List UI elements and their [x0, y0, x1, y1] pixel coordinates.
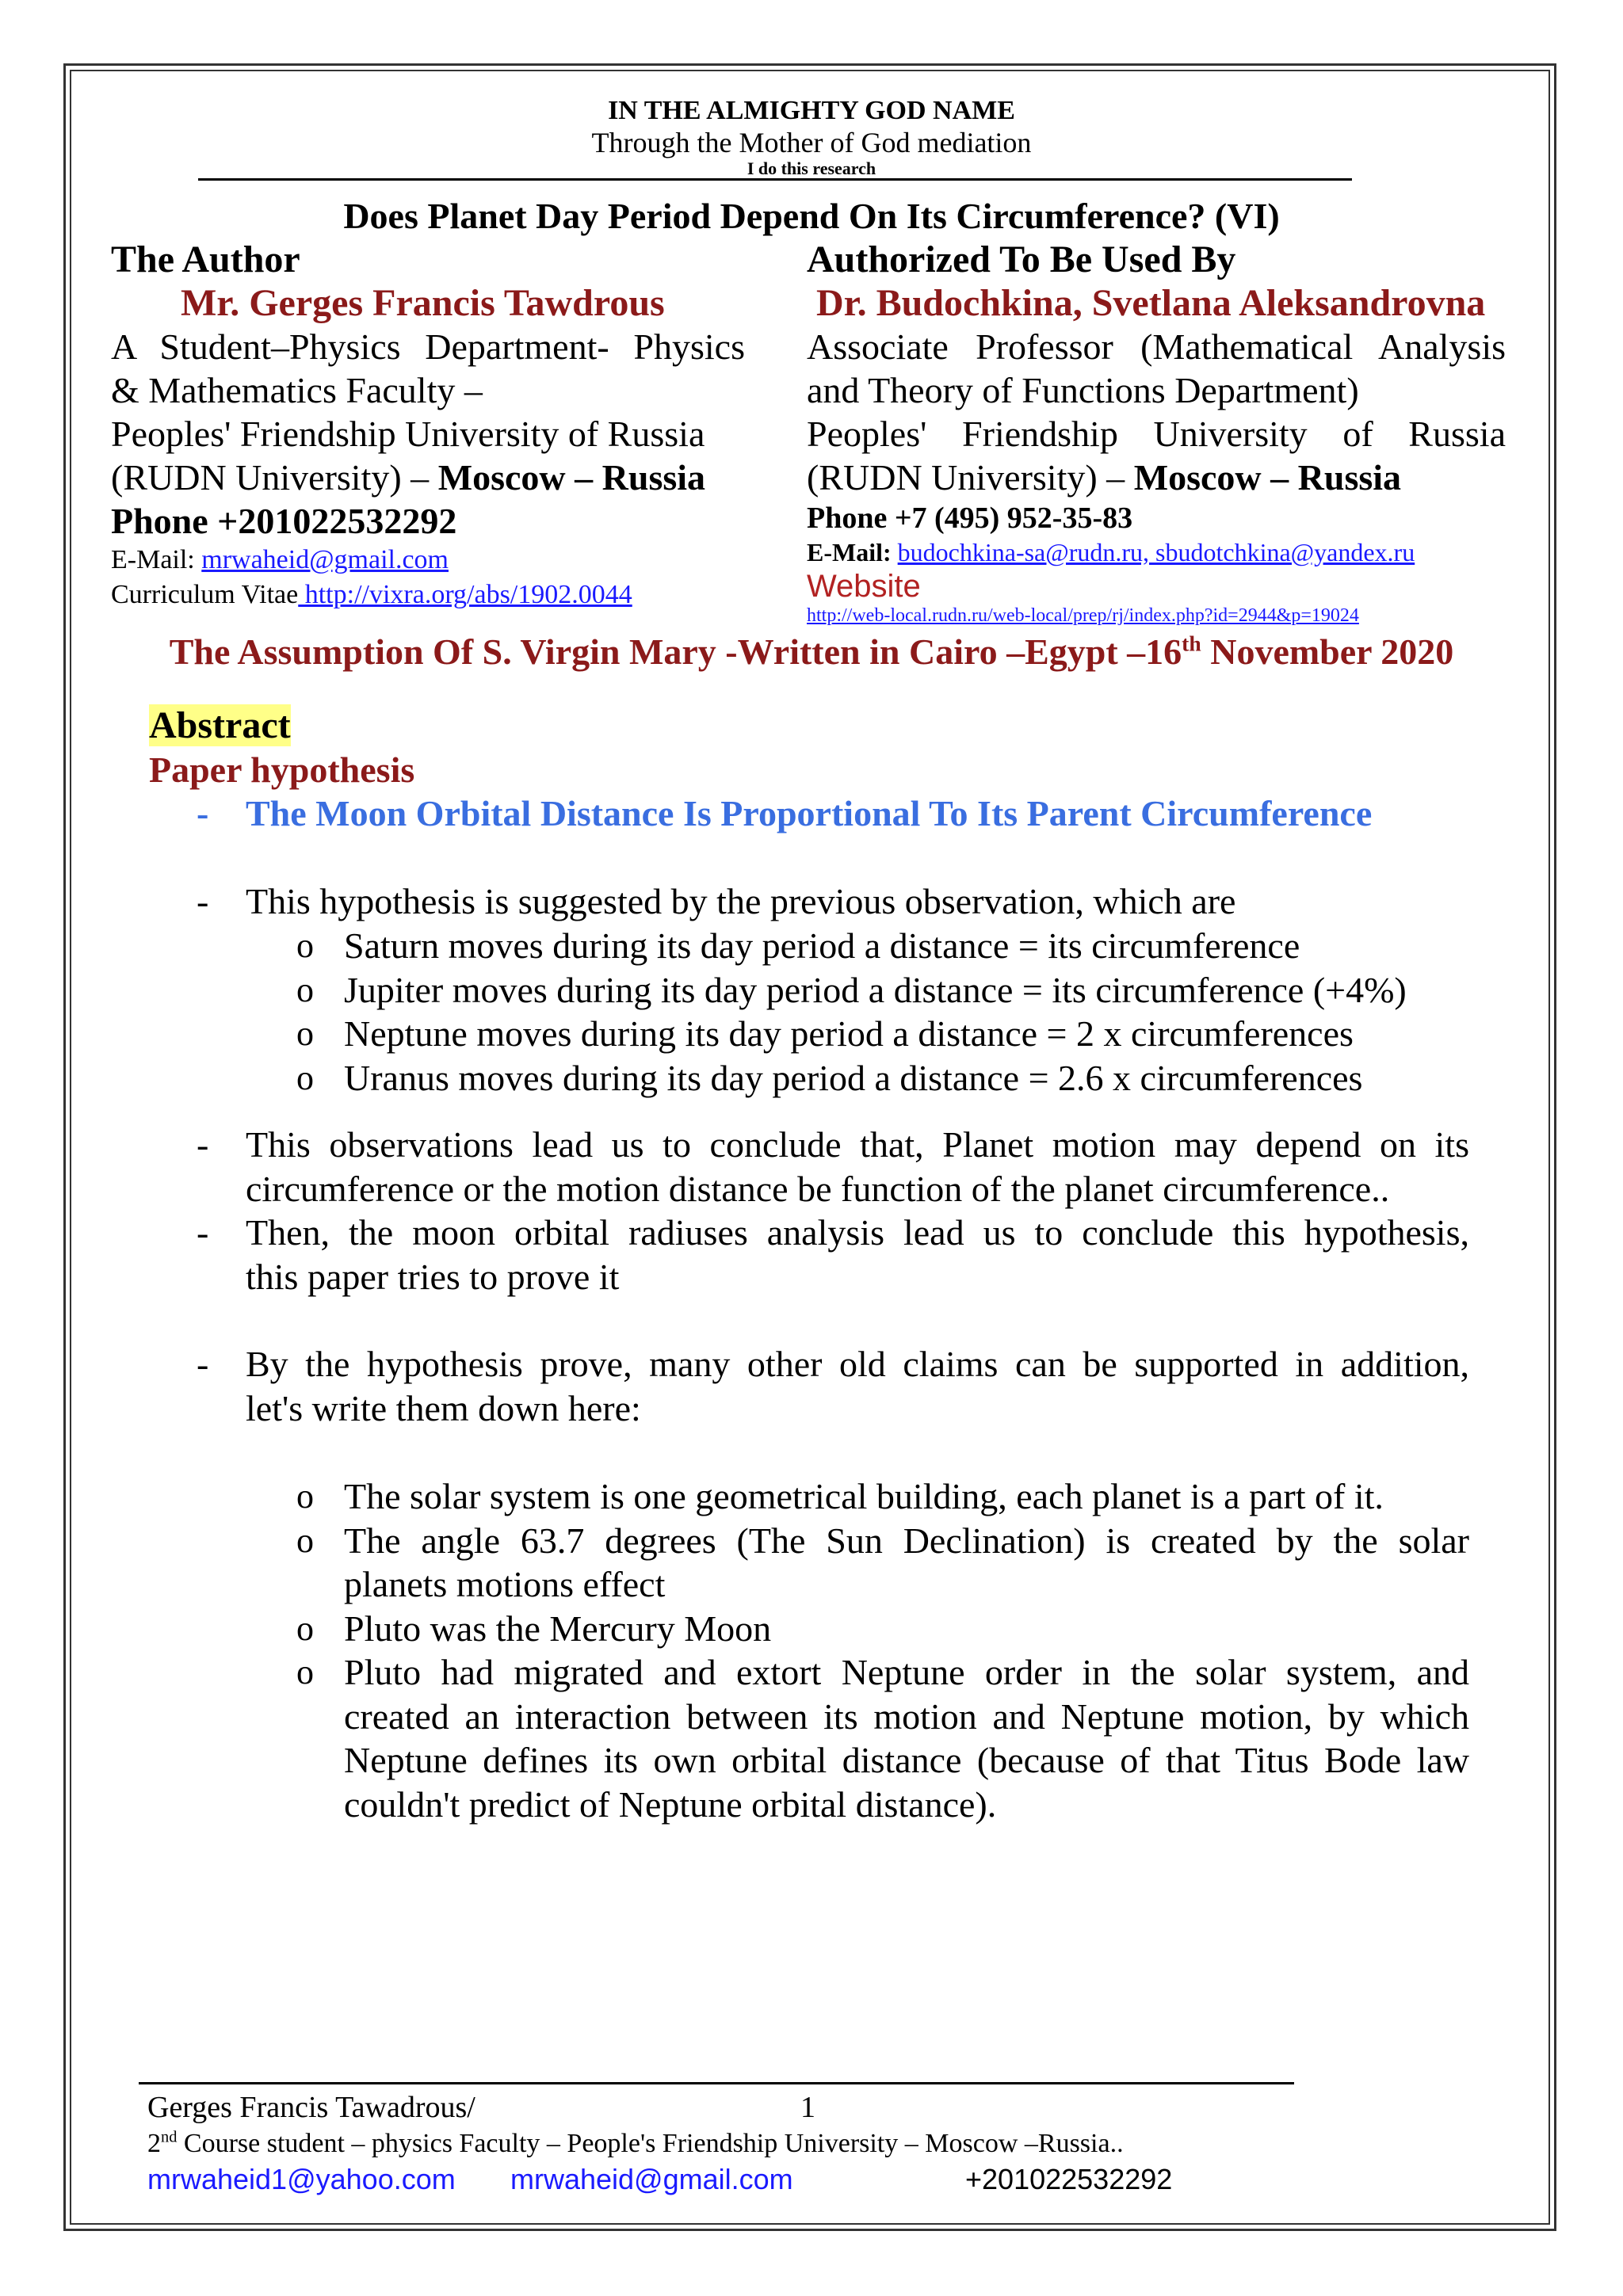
header-line-2: Through the Mother of God mediation [591, 127, 1032, 158]
authorized-website-label: Website [807, 569, 921, 604]
author-desc-2: & Mathematics Faculty – [111, 370, 483, 410]
authorized-desc-3: Peoples' Friendship University of Russia [807, 414, 1506, 454]
footer-author: Gerges Francis Tawadrous/ [147, 2091, 475, 2124]
claim-bullet-2: o [296, 1521, 314, 1560]
p4-text: By the hypothesis prove, many other old claims can be supported in addition, let's write them down here: [246, 1344, 1469, 1428]
claim-1: The solar system is one geometrical building, each planet is a part of it. [344, 1476, 1384, 1516]
authorized-desc-2: and Theory of Functions Department) [807, 370, 1359, 410]
claim-2-line-1: The angle 63.7 degrees (The Sun Declination) is created by the solar [344, 1520, 1469, 1561]
footer-phone: +201022532292 [965, 2163, 1173, 2195]
abstract-subheading: Paper hypothesis [149, 749, 415, 790]
author-heading: The Author [111, 238, 300, 280]
claim-4-line-3: Neptune defines its own orbital distance (because of that Titus Bode law [344, 1740, 1469, 1780]
claim-bullet-3: o [296, 1609, 314, 1648]
dateline: The Assumption Of S. Virgin Mary -Written in Cairo –Egypt –16th November 2020 [169, 631, 1454, 672]
authorized-desc-1: Associate Professor (Mathematical Analysis [807, 326, 1506, 367]
abstract-heading: Abstract [149, 704, 291, 746]
author-phone: Phone +201022532292 [111, 501, 457, 541]
authorized-desc-4: (RUDN University) – Moscow – Russia [807, 457, 1402, 498]
footer-email-2[interactable]: mrwaheid@gmail.com [510, 2163, 793, 2195]
author-name: Mr. Gerges Francis Tawdrous [181, 282, 665, 324]
claim-2-line-2: planets motions effect [344, 1564, 666, 1604]
p4-dash: - [197, 1344, 209, 1384]
p3-text: Then, the moon orbital radiuses analysis lead us to conclude this hypothesis, this paper tries to prove it [246, 1212, 1469, 1297]
claim-4-line-4: couldn't predict of Neptune orbital distance). [344, 1783, 997, 1825]
author-cv-row: Curriculum Vitae http://vixra.org/abs/1902.0044 [111, 580, 632, 609]
hypothesis-text: The Moon Orbital Distance Is Proportional To Its Parent Circumference [246, 793, 1373, 833]
claim-3: Pluto was the Mercury Moon [344, 1608, 772, 1649]
claim-bullet-1: o [296, 1477, 314, 1516]
claim-4-line-1: Pluto had migrated and extort Neptune order in the solar system, and [344, 1652, 1469, 1692]
authorized-heading: Authorized To Be Used By [807, 238, 1236, 280]
obs-bullet-4: o [296, 1058, 314, 1097]
p3-dash: - [197, 1212, 209, 1253]
p2-text: This observations lead us to conclude that, Planet motion may depend on its circumference or the motion distance be function of the planet circumference.. [246, 1124, 1469, 1209]
obs-item-1: Saturn moves during its day period a distance = its circumference [344, 925, 1300, 966]
header-rule [198, 178, 1352, 181]
obs-bullet-2: o [296, 970, 314, 1009]
claim-bullet-4: o [296, 1653, 314, 1691]
obs-item-4: Uranus moves during its day period a distance = 2.6 x circumferences [344, 1057, 1363, 1098]
authorized-email-link[interactable]: budochkina-sa@rudn.ru, sbudotchkina@yandex.ru [897, 538, 1415, 566]
p1-text: This hypothesis is suggested by the previous observation, which are [246, 881, 1236, 921]
footer-page-number: 1 [800, 2091, 815, 2124]
author-desc-4: (RUDN University) – Moscow – Russia [111, 457, 706, 498]
obs-item-3: Neptune moves during its day period a distance = 2 x circumferences [344, 1013, 1354, 1054]
header-line-3: I do this research [747, 158, 876, 178]
authorized-name: Dr. Budochkina, Svetlana Aleksandrovna [816, 282, 1486, 324]
claims-list [344, 1474, 1469, 1826]
author-desc-1: A Student–Physics Department- Physics [111, 326, 745, 367]
page-title: Does Planet Day Period Depend On Its Circumference? (VI) [343, 196, 1280, 236]
hypothesis-dash: - [197, 793, 209, 833]
author-desc-3: Peoples' Friendship University of Russia [111, 414, 705, 454]
claim-4-line-2: created an interaction between its motion and Neptune motion, by which [344, 1695, 1469, 1737]
authorized-column [807, 238, 1506, 626]
footer-rule [139, 2082, 1294, 2084]
author-column [111, 238, 745, 612]
author-email-row: E-Mail: mrwaheid@gmail.com [111, 545, 449, 574]
p2-dash: - [197, 1124, 209, 1165]
author-cv-link[interactable]: http://vixra.org/abs/1902.0044 [298, 580, 632, 609]
footer-email-1[interactable]: mrwaheid1@yahoo.com [147, 2163, 456, 2195]
footer-course: 2nd Course student – physics Faculty – People's Friendship University – Moscow –Russia.. [147, 2128, 1124, 2158]
author-email-link[interactable]: mrwaheid@gmail.com [201, 545, 449, 574]
p1-dash: - [197, 881, 209, 921]
obs-bullet-3: o [296, 1014, 314, 1053]
obs-bullet-1: o [296, 926, 314, 965]
obs-bullets [296, 924, 314, 1100]
authorized-phone: Phone +7 (495) 952-35-83 [807, 502, 1133, 535]
obs-list [344, 924, 1407, 1100]
authorized-email-row: E-Mail: budochkina-sa@rudn.ru, sbudotchkina@yandex.ru [807, 538, 1415, 566]
header-line-1: IN THE ALMIGHTY GOD NAME [608, 96, 1015, 125]
obs-item-2: Jupiter moves during its day period a distance = its circumference (+4%) [344, 969, 1407, 1010]
authorized-website-link[interactable]: http://web-local.rudn.ru/web-local/prep/rj/index.php?id=2944&p=19024 [807, 605, 1359, 626]
